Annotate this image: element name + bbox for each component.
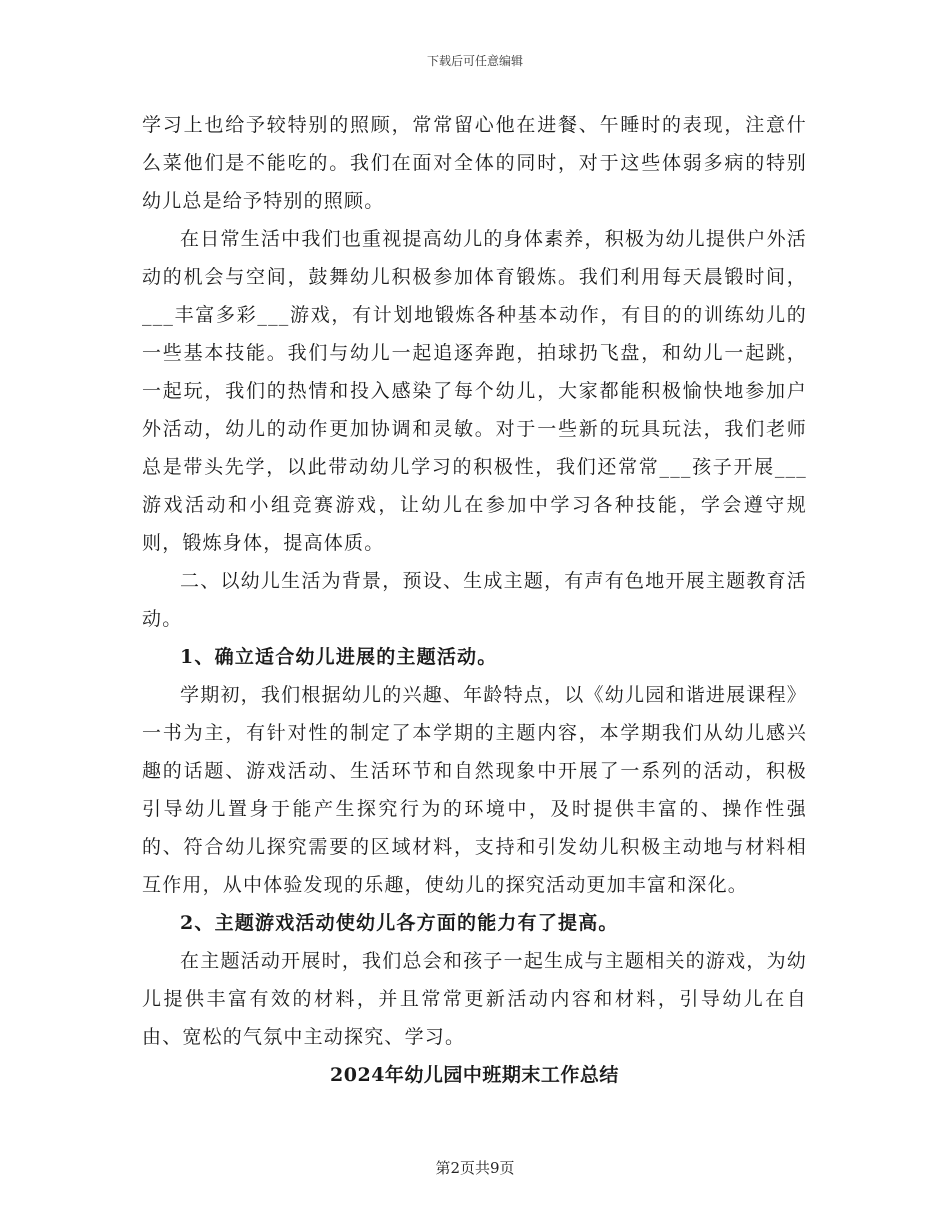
- paragraph-physical-activity: 在日常生活中我们也重视提高幼儿的身体素养，积极为幼儿提供户外活动的机会与空间，鼓舞幼儿积极参加体育锻炼。我们利用每天晨锻时间，___丰富多彩___游戏，有计划地锻炼各种基本动作，有目的的训练幼儿的一些基本技能。我们与幼儿一起追逐奔跑，拍球扔飞盘，和幼儿一起跳，一起玩，我们的热情和投入感染了每个幼儿，大家都能积极愉快地参加户外活动，幼儿的动作更加协调和灵敏。对于一些新的玩具玩法，我们老师总是带头先学，以此带动幼儿学习的积极性，我们还常常___孩子开展___游戏活动和小组竞赛游戏，让幼儿在参加中学习各种技能，学会遵守规则，锻炼身体，提高体质。: [142, 228, 807, 554]
- page-footer: 第2页共9页: [435, 1159, 515, 1177]
- paragraph-theme-activities: 学期初，我们根据幼儿的兴趣、年龄特点，以《幼儿园和谐进展课程》一书为主，有针对性的制定了本学期的主题内容，本学期我们从幼儿感兴趣的话题、游戏活动、生活环节和自然现象中开展了一系列的活动，积极引导幼儿置身于能产生探究行为的环境中，及时提供丰富的、操作性强的、符合幼儿探究需要的区域材料，支持和引发幼儿积极主动地与材料相互作用，从中体验发现的乐趣，使幼儿的探究活动更加丰富和深化。: [142, 684, 807, 896]
- page-header: 下载后可任意编辑: [426, 54, 523, 68]
- document-body: [142, 106, 807, 1094]
- subheading-1: 1、确立适合幼儿进展的主题活动。: [180, 646, 498, 668]
- paragraph-continuation: 学习上也给予较特别的照顾，常常留心他在进餐、午睡时的表现，注意什么菜他们是不能吃的。我们在面对全体的同时，对于这些体弱多病的特别幼儿总是给予特别的照顾。: [142, 114, 807, 212]
- subheading-2: 2、主题游戏活动使幼儿各方面的能力有了提高。: [180, 912, 619, 934]
- document-title: 2024年幼儿园中班期末工作总结: [330, 1064, 619, 1086]
- paragraph-theme-games: 在主题活动开展时，我们总会和孩子一起生成与主题相关的游戏，为幼儿提供丰富有效的材料，并且常常更新活动内容和材料，引导幼儿在自由、宽松的气氛中主动探究、学习。: [142, 950, 807, 1048]
- section-heading-2: 二、以幼儿生活为背景，预设、生成主题，有声有色地开展主题教育活动。: [142, 570, 807, 630]
